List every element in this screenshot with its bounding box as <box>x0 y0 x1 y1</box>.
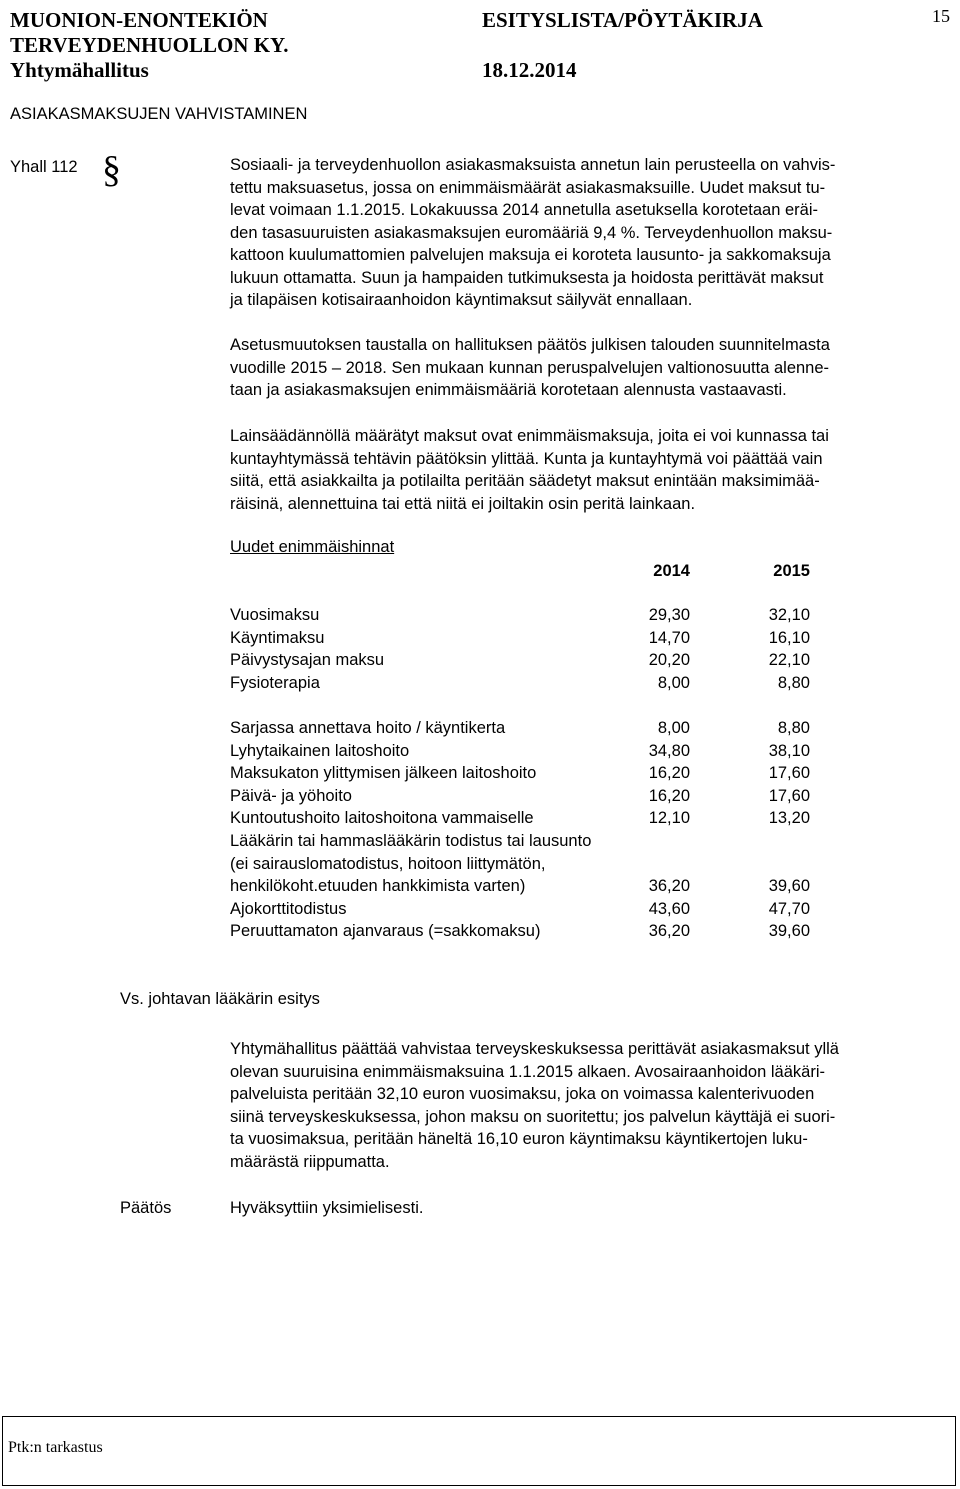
paragraph-line: ta vuosimaksua, peritään häneltä 16,10 euron käyntimaksu käyntikertojen luku- <box>230 1130 808 1148</box>
fee-label: henkilökoht.etuuden hankkimista varten) <box>230 877 526 896</box>
paragraph-line: kuntayhtymässä tehtävin päätöksin ylittää. Kunta ja kuntayhtymä voi päättää vain <box>230 449 823 468</box>
fee-row <box>230 740 810 762</box>
paragraph-2 <box>230 334 952 402</box>
meeting-body: Yhtymähallitus <box>10 58 149 82</box>
paragraph-line: tettu maksuasetus, jossa on enimmäismäärät asiakasmaksuille. Uudet maksut tu- <box>230 178 826 197</box>
fee-label: Lääkärin tai hammaslääkärin todistus tai lausunto <box>230 832 592 850</box>
doc-date: 18.12.2014 <box>482 58 577 82</box>
paragraph-line: Asetusmuutoksen taustalla on hallituksen päätös julkisen talouden suunnitelmasta <box>230 336 830 354</box>
fee-2015: 16,10 <box>768 628 810 647</box>
fee-2014: 12,10 <box>648 809 690 828</box>
item-ref-label: Yhall 112 <box>10 158 78 176</box>
fee-row <box>230 762 810 784</box>
paragraph-line: Lainsäädännöllä määrätyt maksut ovat enimmäismaksuja, joita ei voi kunnassa tai <box>230 427 829 445</box>
col-2015-header: 2015 <box>773 562 810 580</box>
decision-text: Hyväksyttiin yksimielisesti. <box>230 1199 424 1217</box>
fee-row <box>230 717 810 739</box>
paragraph-line: palveluista peritään 32,10 euron vuosimaksu, joka on voimassa kalenterivuoden <box>230 1085 815 1103</box>
paragraph-line: Yhtymähallitus päättää vahvistaa terveyskeskuksessa perittävät asiakasmaksut yllä <box>230 1040 839 1058</box>
fee-2015: 13,20 <box>768 809 810 828</box>
proposal-text <box>230 1038 952 1173</box>
fee-row <box>230 627 810 649</box>
paragraph-line: lukuun ottamatta. Suun ja hampaiden tutkimuksesta ja hoidosta perittävät maksut <box>230 268 824 287</box>
fee-2014: 8,00 <box>657 719 690 737</box>
fee-row <box>230 853 810 875</box>
paragraph-line: siinä terveyskeskuksessa, johon maksu on suoritettu; jos palvelun käyttäjä ei suori- <box>230 1107 836 1126</box>
fee-label: Päivä- ja yöhoito <box>230 786 352 805</box>
fee-2014: 34,80 <box>648 741 690 760</box>
fee-2015: 8,80 <box>777 673 810 692</box>
fees-column-headers <box>230 560 810 582</box>
fee-row <box>230 604 810 626</box>
fee-2015: 22,10 <box>768 651 810 670</box>
fee-row <box>230 672 810 694</box>
fee-label: Kuntoutushoito laitoshoitona vammaiselle <box>230 809 534 828</box>
review-box <box>2 1416 956 1486</box>
fee-label: Vuosimaksu <box>230 606 320 624</box>
paragraph-line: määrästä riippumatta. <box>230 1152 390 1171</box>
paragraph-1 <box>230 154 952 312</box>
section-sign-icon <box>100 149 121 191</box>
fee-row <box>230 898 810 920</box>
paragraph-line: siitä, että asiakkailta ja potilailta peritään säädetyt maksut enintään maksimimää- <box>230 472 820 490</box>
paragraph-line: olevan suuruisina enimmäismaksuina 1.1.2015 alkaen. Avosairaanhoidon lääkäri- <box>230 1062 825 1081</box>
fee-label: Päivystysajan maksu <box>230 651 385 670</box>
doc-type: ESITYSLISTA/PÖYTÄKIRJA <box>482 8 763 32</box>
org-name-line2: TERVEYDENHUOLLON KY. <box>10 33 289 57</box>
fee-row <box>230 830 810 852</box>
fee-label: Ajokorttitodistus <box>230 899 347 918</box>
fee-2015: 32,10 <box>768 606 810 624</box>
fee-row <box>230 807 810 829</box>
fee-2015: 38,10 <box>768 741 810 760</box>
fee-2015: 39,60 <box>768 922 810 941</box>
svg-text:§: § <box>102 149 121 191</box>
fee-label: (ei sairauslomatodistus, hoitoon liittymätön, <box>230 854 546 873</box>
fee-2015: 17,60 <box>768 764 810 783</box>
paragraph-line: levat voimaan 1.1.2015. Lokakuussa 2014 annetulla asetuksella korotetaan eräi- <box>230 201 818 219</box>
paragraph-line: taan ja asiakasmaksujen enimmäismääriä korotetaan alennusta vastaavasti. <box>230 381 787 399</box>
fee-2014: 20,20 <box>648 651 690 670</box>
fees-heading: Uudet enimmäishinnat <box>230 538 395 556</box>
fee-row <box>230 920 810 942</box>
fee-label: Peruuttamaton ajanvaraus (=sakkomaksu) <box>230 922 541 941</box>
fee-2015: 39,60 <box>768 877 810 896</box>
review-label: Ptk:n tarkastus <box>8 1439 103 1456</box>
fee-2014: 16,20 <box>648 764 690 783</box>
fee-2014: 43,60 <box>648 899 690 918</box>
fee-label: Käyntimaksu <box>230 628 325 647</box>
section-title: ASIAKASMAKSUJEN VAHVISTAMINEN <box>10 105 308 123</box>
item-ref <box>10 158 78 177</box>
page-number: 15 <box>932 6 950 26</box>
fee-2015: 8,80 <box>777 719 810 737</box>
decision-label: Päätös <box>120 1199 172 1217</box>
fee-label: Fysioterapia <box>230 673 320 692</box>
fee-2015: 47,70 <box>768 899 810 918</box>
paragraph-line: Sosiaali- ja terveydenhuollon asiakasmaksuista annetun lain perusteella on vahvis- <box>230 156 836 174</box>
fee-2015: 17,60 <box>768 786 810 805</box>
fee-2014: 36,20 <box>648 922 690 941</box>
fee-2014: 36,20 <box>648 877 690 896</box>
org-name-line1: MUONION-ENONTEKIÖN <box>10 8 268 32</box>
fee-row <box>230 875 810 897</box>
paragraph-line: räisinä, alennettuina tai että niitä ei joiltakin osin peritä lainkaan. <box>230 494 696 513</box>
paragraph-line: den tasasuuruisten asiakasmaksujen euromääriä 9,4 %. Terveydenhuollon maksu- <box>230 223 833 242</box>
fee-2014: 16,20 <box>648 786 690 805</box>
paragraph-line: kattoon kuulumattomien palvelujen maksuja ei koroteta lausunto- ja sakkomaksuja <box>230 246 831 264</box>
col-2014-header: 2014 <box>653 562 690 580</box>
paragraph-3 <box>230 425 952 515</box>
fee-label: Lyhytaikainen laitoshoito <box>230 741 410 760</box>
fee-label: Maksukaton ylittymisen jälkeen laitoshoito <box>230 764 537 783</box>
fee-2014: 29,30 <box>648 606 690 624</box>
fee-row <box>230 785 810 807</box>
paragraph-line: vuodille 2015 – 2018. Sen mukaan kunnan peruspalvelujen valtionosuutta alenne- <box>230 358 830 377</box>
fee-row <box>230 649 810 671</box>
fee-2014: 8,00 <box>657 673 690 692</box>
proposal-label: Vs. johtavan lääkärin esitys <box>120 990 320 1008</box>
fee-2014: 14,70 <box>648 628 690 647</box>
fee-label: Sarjassa annettava hoito / käyntikerta <box>230 719 506 737</box>
paragraph-line: ja tilapäisen kotisairaanhoidon käyntimaksut säilyvät ennallaan. <box>230 291 693 309</box>
